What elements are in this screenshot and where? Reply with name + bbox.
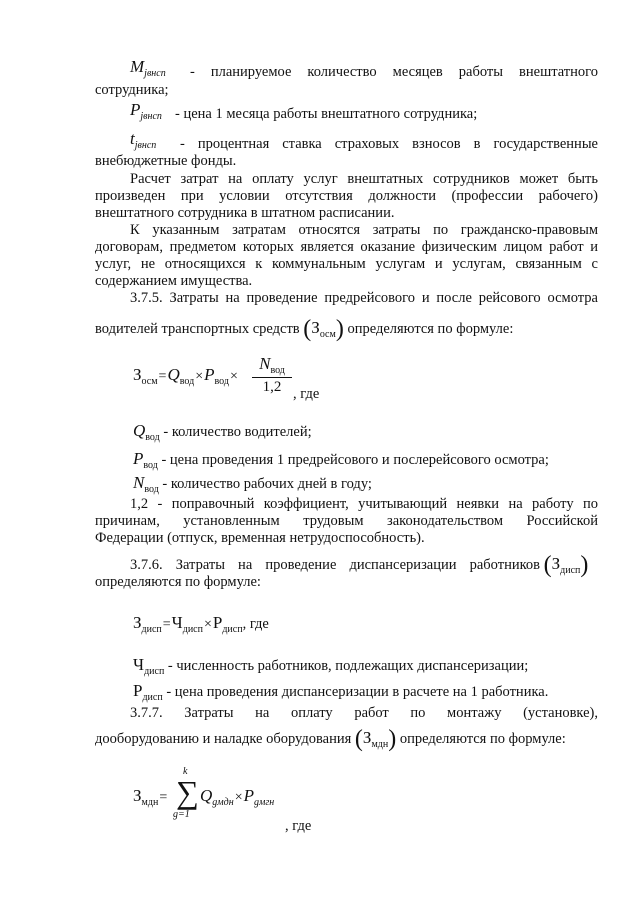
where-label-3: , где [285, 818, 312, 834]
sum-sign: ∑ [176, 774, 199, 810]
sum-lower-limit: g=1 [173, 809, 190, 820]
section-3-7-7-line-2: дооборудованию и наладке оборудования $(З_{мдн})$ определяются по формуле: [95, 726, 566, 752]
def-m-line-2: сотрудника; [95, 82, 169, 98]
where-label-1: , где [293, 386, 320, 402]
coef-line-3: Федерации (отпуск, временная нетрудоспособность). [95, 530, 425, 546]
formula-z-mdn-lhs: $З_{мдн}=$ [133, 786, 168, 808]
para-1-line-2: произведен при условии отсутствия должности (профессии рабочего) [95, 188, 598, 204]
def-p-vod: $P_{вод}$ - цена проведения 1 предрейсового и послерейсового осмотра; [133, 449, 549, 471]
section-3-7-7-line-1: 3.7.7. Затраты на оплату работ по монтажу (установке), [130, 705, 598, 721]
def-t-line-2: внебюджетные фонды. [95, 153, 237, 169]
section-3-7-5-line-2: водителей транспортных средств $(З_{осм})$ определяются по формуле: [95, 316, 514, 342]
sum-upper-limit: k [183, 766, 188, 777]
def-t-line-1: - процентная ставка страховых взносов в государственные [180, 136, 598, 152]
formula-z-mdn-rhs: $Q_{gмдн}\times P_{gмгн}$ [200, 786, 275, 808]
symbol-m-jvnsp: $M_{jвнсп}$ [130, 57, 166, 79]
section-3-7-6-line-1: 3.7.6. Затраты на проведение диспансеризации работников $(З_{дисп})$ [130, 552, 589, 578]
para-2-line-1: К указанным затратам относятся затраты по гражданско-правовым [130, 222, 598, 238]
formula-z-osm: $З_{осм}=Q_{вод}\times P_{вод}\times$ [133, 365, 238, 387]
para-2-line-2: договорам, предметом которых является оказание физическим лицом работ и [95, 239, 598, 255]
symbol-t-jvnsp: $t_{jвнсп}$ [130, 129, 157, 151]
def-m-line-1: - планируемое количество месяцев работы внештатного [190, 64, 598, 80]
para-2-line-4: содержанием имущества. [95, 273, 253, 289]
coef-line-2: причинам, установленным трудовым законодательством Российской [95, 513, 598, 529]
para-2-line-3: услуг, не относящихся к коммунальным услугам и услугам, связанным с [95, 256, 598, 272]
def-p-line: - цена 1 месяца работы внештатного сотрудника; [175, 106, 478, 122]
formula-z-disp: $З_{дисп}=Ч_{дисп}\times Р_{дисп}$, где [133, 613, 269, 635]
def-q-vod: $Q_{вод}$ - количество водителей; [133, 421, 312, 443]
coef-line-1: 1,2 - поправочный коэффициент, учитывающий неявки на работу по [130, 496, 598, 512]
def-p-disp: $Р_{дисп}$ - цена проведения диспансеризации в расчете на 1 работника. [133, 681, 549, 703]
para-1-line-3: внештатного сотрудника в штатном расписании. [95, 205, 395, 221]
formula-z-osm-fraction: $N_{вод}$ 1,2 [252, 354, 292, 396]
def-n-vod: $N_{вод}$ - количество рабочих дней в году; [133, 473, 372, 495]
section-3-7-5-line-1: 3.7.5. Затраты на проведение предрейсового и после рейсового осмотра [130, 290, 598, 306]
section-3-7-6-line-2: определяются по формуле: [95, 574, 261, 590]
symbol-p-jvnsp: $P_{jвнсп}$ [130, 100, 162, 122]
para-1-line-1: Расчет затрат на оплату услуг внештатных сотрудников может быть [130, 171, 598, 187]
def-ch-disp: $Ч_{дисп}$ - численность работников, подлежащих диспансеризации; [133, 655, 529, 677]
